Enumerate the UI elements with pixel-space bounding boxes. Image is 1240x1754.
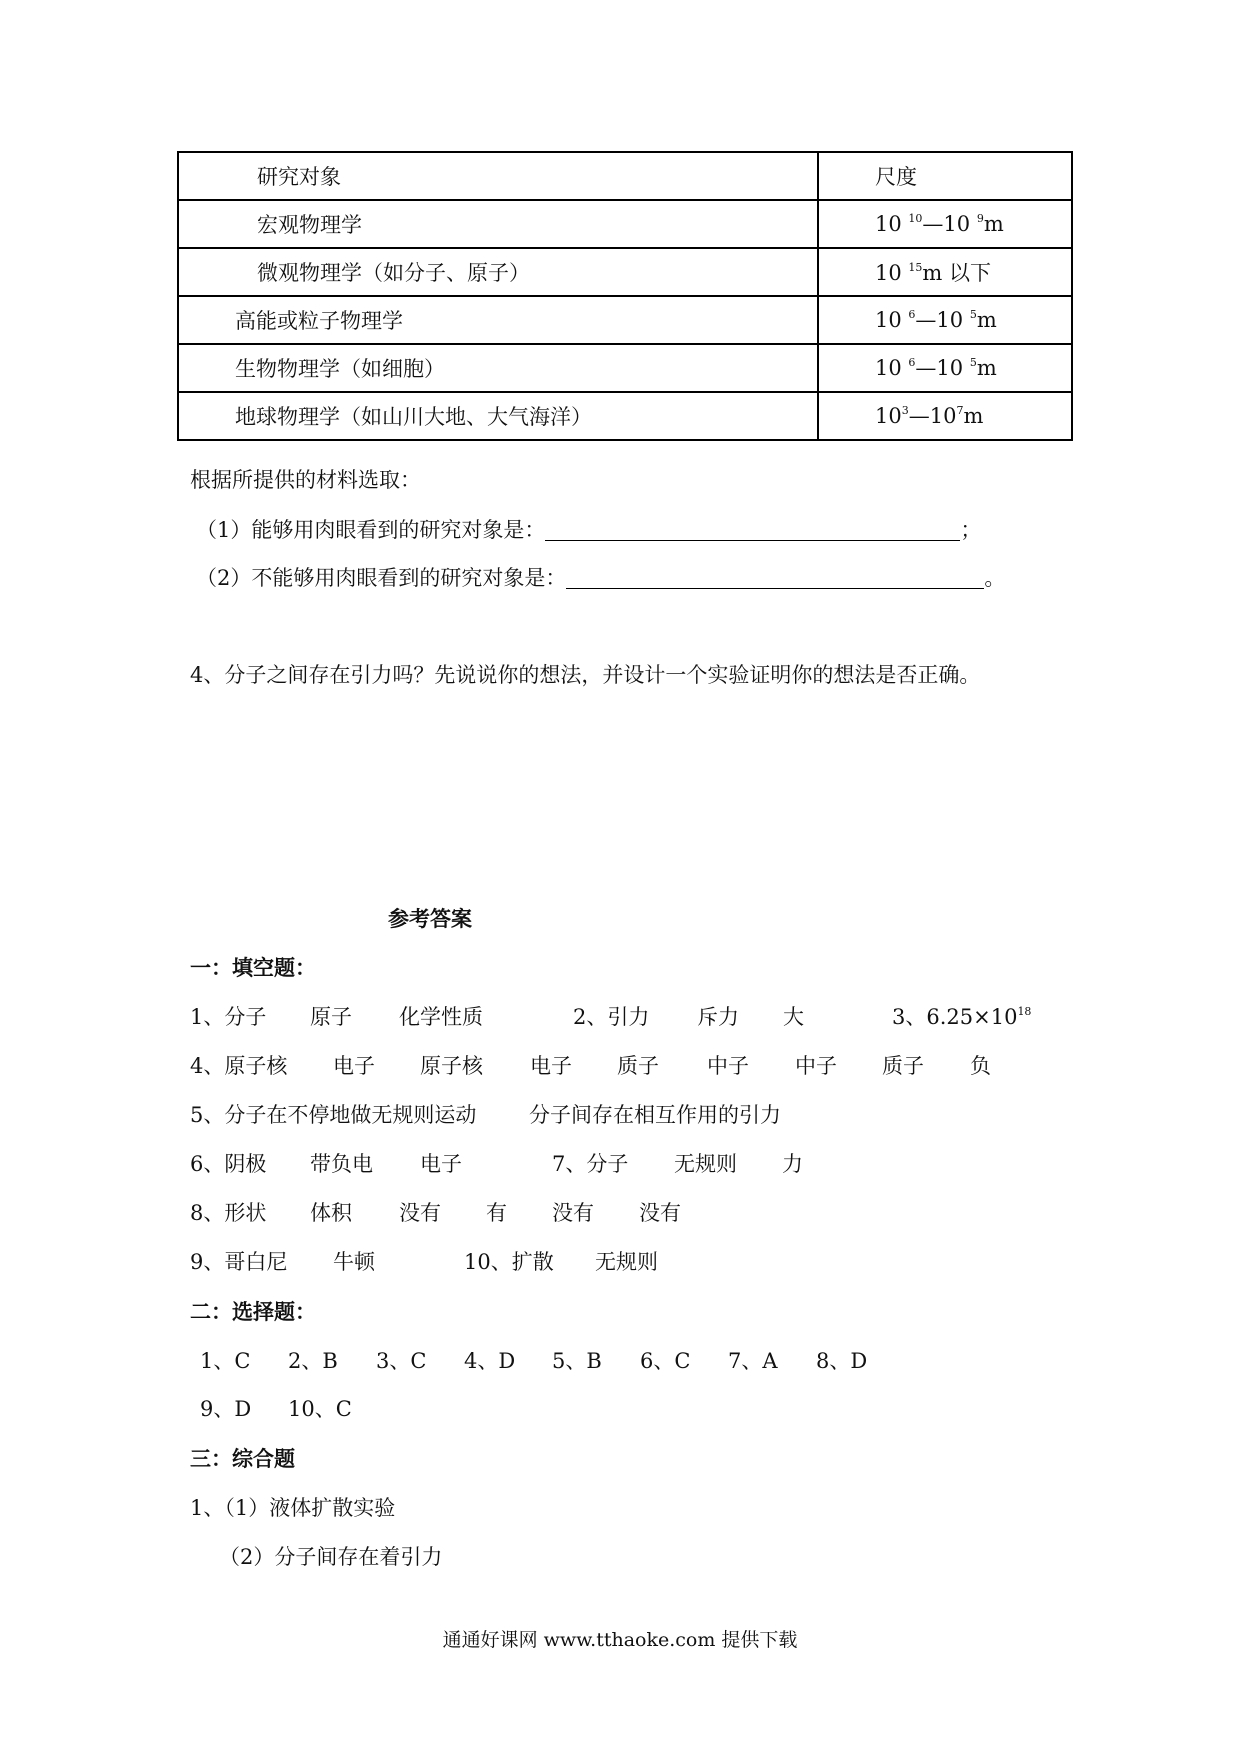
table-row bbox=[178, 200, 1072, 248]
choice-line-1: 1、C 2、B 3、C 4、D 5、B 6、C 7、A 8、D bbox=[200, 1349, 868, 1373]
table-row bbox=[178, 296, 1072, 344]
table-row bbox=[178, 344, 1072, 392]
section-fill-in: 一：填空题： bbox=[190, 955, 316, 980]
choice-line-2: 9、D 10、C bbox=[200, 1397, 352, 1421]
row-object: 宏观物理学 bbox=[178, 200, 818, 248]
table-header-row bbox=[178, 152, 1072, 200]
row-object: 生物物理学（如细胞） bbox=[178, 344, 818, 392]
answers-title: 参考答案 bbox=[388, 906, 472, 931]
comprehensive-answer-2: （2）分子间存在着引力 bbox=[219, 1545, 443, 1569]
section-comprehensive: 三：综合题 bbox=[190, 1446, 295, 1471]
answer-blank[interactable] bbox=[545, 516, 960, 541]
answer-line-4: 6、阴极 带负电 电子 7、分子 无规则 力 bbox=[190, 1152, 803, 1176]
answer-line-2: 4、原子核 电子 原子核 电子 质子 中子 中子 质子 负 bbox=[190, 1054, 991, 1078]
answer-line-5: 8、形状 体积 没有 有 没有 没有 bbox=[190, 1201, 681, 1225]
answer-line-3: 5、分子在不停地做无规则运动 分子间存在相互作用的引力 bbox=[190, 1103, 781, 1127]
row-object: 地球物理学（如山川大地、大气海洋） bbox=[178, 392, 818, 440]
header-object: 研究对象 bbox=[178, 152, 818, 200]
document-page: 研究对象 尺度 宏观物理学 10 $^{10}$—10 $^9$m 微观物理学（如分子、原子） 10 $^{15}$m 以下 高能或粒子物理学 10 $^6$—10 $^5$m 生物物理学（如细胞） 10 $^6$—10 $^5$m 地球物理学（如山川大地、大气海洋） $10^3—10^7m$ 根据所提供的材料选取： （1）能够用肉眼看到的研究对象是： ； （2）不能够用肉眼看到的研究对象是： 。 4、分子之间存在引力吗？先说说你的想法，并设计一个实验证明你的想法是否正确。 参考答案 一：填空题： 1、分子 原子 化学性质 2、引力 斥力 大 3、$6.25\times 10^{18}$ 4、原子核 电子 原子核 电子 质子 中子 中子 质子 负 5、分子在不停地做无规则运动 分子间存在相互作用的引力 6、阴极 带负电 电子 7、分子 无规则 力 8、形状 体积 没有 有 没有 没有 9、哥白尼 牛顿 10、扩散 无规则 二：选择题： 1、C 2、B 3、C 4、D 5、B 6、C 7、A 8、D 9、D 10、C 三：综合题 1、（1）液体扩散实验 （2）分子间存在着引力 通通好课网 www.tthaoke.com 提供下载 bbox=[0, 0, 1240, 1754]
table-row bbox=[178, 392, 1072, 440]
table-row bbox=[178, 248, 1072, 296]
answer-blank[interactable] bbox=[566, 564, 984, 589]
row-scale: 10 $^6$—10 $^5$m bbox=[818, 296, 1072, 344]
row-scale: 10 $^{10}$—10 $^9$m bbox=[818, 200, 1072, 248]
q3-part1: （1）能够用肉眼看到的研究对象是： ； bbox=[196, 518, 982, 542]
row-scale: $10^3—10^7m$ bbox=[818, 392, 1072, 440]
row-scale: 10 $^{15}$m 以下 bbox=[818, 248, 1072, 296]
header-scale: 尺度 bbox=[818, 152, 1072, 200]
question-4: 4、分子之间存在引力吗？先说说你的想法，并设计一个实验证明你的想法是否正确。 bbox=[190, 663, 981, 687]
q3-part2: （2）不能够用肉眼看到的研究对象是： 。 bbox=[196, 566, 1006, 590]
q3-intro: 根据所提供的材料选取： bbox=[190, 468, 421, 492]
comprehensive-answer-1: 1、（1）液体扩散实验 bbox=[190, 1496, 396, 1520]
row-scale: 10 $^6$—10 $^5$m bbox=[818, 344, 1072, 392]
footer-text: 通通好课网 www.tthaoke.com 提供下载 bbox=[442, 1629, 798, 1651]
answer-line-6: 9、哥白尼 牛顿 10、扩散 无规则 bbox=[190, 1250, 658, 1274]
scale-table bbox=[177, 151, 1073, 441]
section-choice: 二：选择题： bbox=[190, 1299, 316, 1324]
row-object: 微观物理学（如分子、原子） bbox=[178, 248, 818, 296]
row-object: 高能或粒子物理学 bbox=[178, 296, 818, 344]
